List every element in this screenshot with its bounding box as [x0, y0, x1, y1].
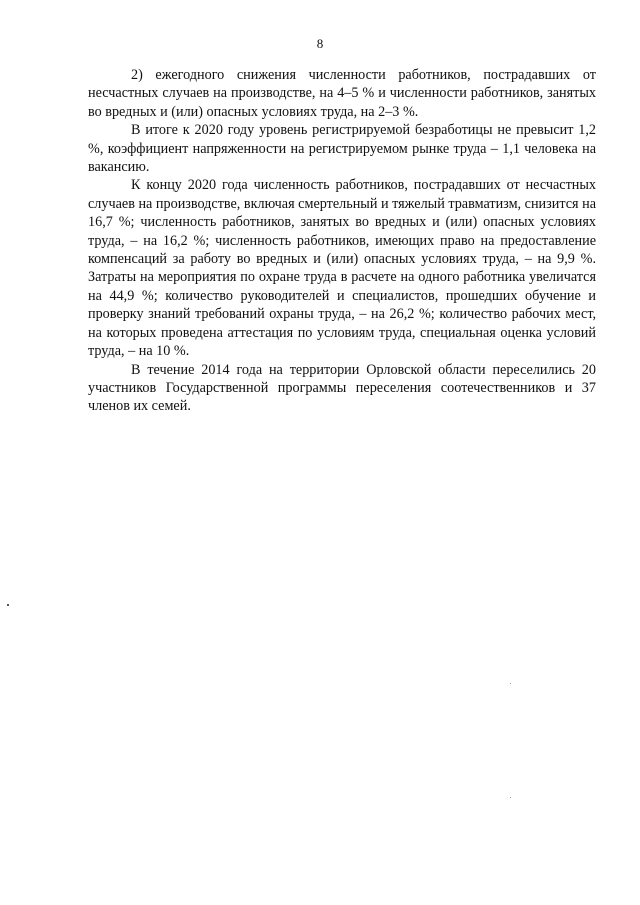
scan-speck: [510, 683, 511, 684]
page-number: 8: [316, 36, 324, 51]
paragraph-injury-reduction: 2) ежегодного снижения численности работников, пострадавших от несчастных случаев на производстве, на 4–5 % и численности работников, занятых во вредных и (или) опасных условиях труда, на 2–3 %.: [88, 67, 596, 120]
scan-mark: [7, 604, 9, 606]
paragraph-unemployment-2020: В итоге к 2020 году уровень регистрируемой безработицы не превысит 1,2 %, коэффициент напряженности на регистрируемом рынке труда – 1,1 человека на вакансию.: [88, 122, 596, 176]
document-body: [88, 66, 596, 416]
paragraph-resettlement-2014: В течение 2014 года на территории Орловской области переселились 20 участников Государственной программы переселения соотечественников и 37 членов их семей.: [88, 361, 596, 415]
scan-speck: [510, 797, 511, 798]
paragraph-labor-safety-2020: К концу 2020 года численность работников, пострадавших от несчастных случаев на производстве, включая смертельный и тяжелый травматизм, снизится на 16,7 %; численность работников, занятых во вредных и (или) опасных условиях труда, – на 16,2 %; численность работников, имеющих право на предоставление компенсаций за работу во вредных и (или) опасных условиях труда, – на 9,9 %. Затраты на мероприятия по охране труда в расчете на одного работника увеличатся на 44,9 %; количество руководителей и специалистов, прошедших обучение и проверку знаний требований охраны труда, – на 26,2 %; количество рабочих мест, на которых проведена аттестация по условиям труда, специальная оценка условий труда, – на 10 %.: [88, 177, 596, 360]
